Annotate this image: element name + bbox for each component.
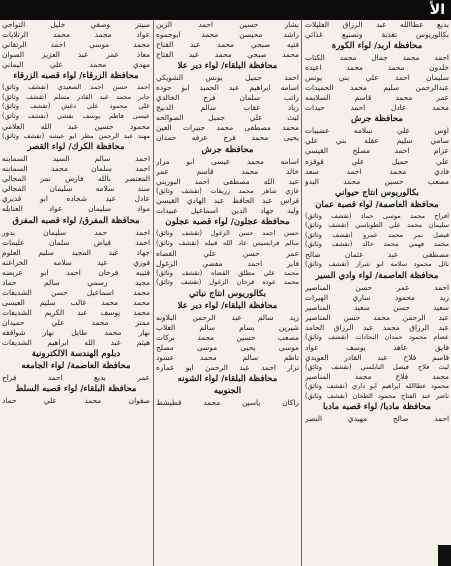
name-entry: محمد موسى احمد الرتقاني [2, 40, 150, 50]
name-entry: ممتز محمد علي حميدان [2, 317, 150, 327]
name-entry: محمد فلاح محمد المناصير [305, 372, 449, 382]
name-entry: عبد الرزاق محمد عبد الرزاق الحامد [305, 322, 449, 332]
name-entry: عبد الله مصطفى احمد البوريني [156, 176, 299, 186]
name-entry: مهدي محمد علي اليماني [2, 60, 150, 70]
name-entry: عبدالرحمن سليم محمد الحميدات [305, 83, 449, 93]
name-entry: محمد صبحي محمد عبد الفتاح [156, 50, 299, 60]
name-entry: اسامه ابراهيم عبد الحميد ابو جوده [156, 83, 299, 93]
name-entry: عصام محمود حمدان النجادات (تقشف وثائق) [305, 332, 449, 341]
name-entry: مصعب حسين محمد بركات [156, 332, 299, 342]
name-entry: محمد علي مطلق القضاه (تقشف وثائق) [156, 268, 299, 277]
section-heading: محافظة المفرق/ لواء قصبه المفرق [12, 215, 140, 226]
section-heading: محافظة العاصمة/ لواء وادي السير [315, 270, 439, 281]
column-right [303, 20, 451, 566]
name-entry: زيد سالم عبد الرحمن البلاونه [156, 312, 299, 322]
section-heading: دبلوم الهندسة الالكترونية [31, 349, 121, 360]
name-entry: عواد محمد محمد الرتلايات [2, 30, 150, 40]
name-entry: اسامه محمد عيسى ابو مرار [156, 156, 299, 166]
name-entry: مهند عبد الرحمن مطر ابو عيشه (تقشف وثائق) [2, 131, 150, 140]
name-entry: شيرين بسام سالم الغلاب [156, 322, 299, 332]
name-entry: خالد محمد قاسم عمر [156, 166, 299, 176]
name-entry: فايز احمد مفضي الزغول [156, 258, 299, 268]
name-entry: علي محمود علي دغش (تقشف وثائق) [2, 102, 150, 111]
name-entry: ناظم سالم محمد عسود [156, 353, 299, 362]
name-entry: سند سلامه سليمان المجالي [2, 184, 150, 194]
name-entry: فادي محمد احمد سعد [305, 166, 449, 176]
name-entry: فايق عاهد يوسف عواد [305, 342, 449, 352]
name-entry: اوس علي سلامه عضيبات [305, 126, 449, 136]
name-entry: مصطفى عبد عثمان صالح [305, 250, 449, 260]
name-entry: نزار احمد عبد الرحمن ابو عماره [156, 363, 299, 373]
section-heading: محافظة الكرك/ لواء القصر [27, 142, 125, 153]
section-heading: محافظة اربد/ لواء الكورة [331, 41, 423, 52]
name-entry: سالم فرانسيس عاد الله قبيله (تقشف وثائق) [156, 238, 299, 247]
name-entry: فتيبه فرحان احمد ابو عريضه [2, 267, 150, 277]
section-heading: الجنوبيه [213, 386, 242, 397]
name-entry: محمد عادل احمد حيدات [305, 103, 449, 113]
name-entry: سعيد حسن سعيد المناصير [305, 302, 449, 312]
name-entry: عمر محمد قاسم السلايمه [305, 93, 449, 103]
name-entry: ليث فلاح فيصل النابلسي (تقشف وثائق) [305, 362, 449, 371]
name-entry: محمود حسين عبد الله العلامي [2, 121, 150, 131]
name-entry: موسى يحيى موسى مصلح [156, 342, 299, 352]
name-entry: مواد سليمان عواد العنايله [2, 204, 150, 214]
name-entry: قاسم فلاح عبد القادر العويدي [305, 352, 449, 362]
name-entry: المعتصر بالله فارس نمر المجالي [2, 174, 150, 184]
name-entry: حسن احمد حسن الزغول (تقشف وثائق) [156, 229, 299, 238]
name-entry: احمد حمد سليمان بدور [2, 227, 150, 237]
name-entry: سليمان محمد علي الطوباسي (تقشف وثائق) [305, 221, 449, 230]
section-heading: محافظة البلقاء/ لواء دير علا [177, 300, 278, 311]
banner-title: الأ [429, 2, 445, 18]
name-entry: خلدون محمد محمد اعيده [305, 63, 449, 73]
name-entry: بشار حسين احمد الزين [156, 20, 299, 29]
name-entry: علي جميل علي قوقزه [305, 156, 449, 166]
section-heading: محافظة البلقاء/ لواء دير علا [177, 61, 278, 72]
section-heading: بكالوريوس انتاج نباتي [189, 288, 266, 299]
name-entry: محمد مصطفى محمد جبيرات العين [156, 123, 299, 133]
section-heading: محافظة عجلون/ لواء قصبه عجلون [165, 217, 290, 228]
name-entry: بديع عطاالله عبد الرزاق الفليلات [305, 20, 449, 29]
name-entry: عزام احمد مصلح القيسي [305, 146, 449, 156]
name-entry: راشد محيسن محمد ابوحموه [156, 30, 299, 40]
name-entry: احمد فياض سلمان عليمات [2, 237, 150, 247]
name-entry: زيد محمود ساري الهيرات [305, 292, 449, 302]
section-heading: محافظة الزرقاء/ لواء قصبه الزرقاء [13, 71, 139, 82]
section-heading: محافظة العاصمة/ لواء الجامعه [21, 361, 131, 372]
name-entry: عيسى فاطم يوسف نقشي (تقشف وثائق) [2, 112, 150, 121]
name-entry: نهار محمد طايل نهار شواقفه [2, 328, 150, 337]
name-entry: بكالوريوس تغذية وتصنيع غذائي [305, 30, 449, 40]
name-entry: عبد الرحمن محمد حسن المناصير [305, 312, 449, 322]
name-entry: عمر حسن علي القضاه [156, 248, 299, 258]
page-edge-shadow [438, 545, 451, 566]
name-entry: معاذ عمر عبد العزيز الصوان [2, 50, 150, 60]
name-entry: راكان ياسين محمد قطيشط [156, 398, 299, 408]
section-heading: محافظة مادبا/ لواء قصبه مادبا [322, 402, 431, 413]
name-entry: سامي سليم عقله بني علي [305, 136, 449, 146]
name-entry: افراح محمد موسى حماد (تقشف وثائق) [305, 211, 449, 220]
name-entry: هيثم عبد الله ابراهيم الشديفات [2, 338, 150, 348]
name-entry: صفوان محمد علي حماد [2, 396, 150, 406]
name-entry: فيصل نمر محمد عمرو (تقشف وثائق) [305, 230, 449, 239]
name-entry: محمد اسماعيل حسن الشديفات [2, 287, 150, 297]
name-entry: جابر محمد عبد القادر مسلم (تقشف وثائق) [2, 92, 150, 101]
name-entry: احمد محمد جمال محمد الكتاب [305, 53, 449, 63]
name-entry: ناصر عبد الفتاح محمود الطحان (تقشف وثائق) [305, 391, 449, 400]
name-entry: فتيه صبحي محمد عبد الفتاح [156, 40, 299, 50]
section-heading: بكالوريوس انتاج حيواني [334, 187, 420, 198]
name-entry: وليد جهاد الدين اسماعيل عبيدات [156, 206, 299, 216]
name-entry: راتب سلمان فرج الخالدي [156, 93, 299, 103]
name-entry: احمد حسن احمد الصعيدي (تقشف وثائق) [2, 83, 150, 92]
name-entry: مصعب حسين محمد البدو [305, 176, 449, 186]
name-entry: محمد يوسف عبد الكريم الشديفات [2, 307, 150, 317]
name-entry: محمد محمد غالب سليم العيسى [2, 297, 150, 307]
name-entry: فوزي عيد سلامه الخزاعنه [2, 257, 150, 267]
name-entry: غازي شاهر محمد زريقات (تقشف وثائق) [156, 186, 299, 195]
name-entry: محمد عوده فرحان الزغول (تقشف وثائق) [156, 278, 299, 287]
name-entry: محمد فهمي محمد خالد (تقشف وثائق) [305, 240, 449, 249]
name-entry: زياد عقاب سالم الدبيج [156, 103, 299, 113]
name-list-columns [0, 20, 451, 566]
name-entry: نائل محمود سلامه ابو شرار (تقشف وثائق) [305, 260, 449, 269]
name-entry: سيتر وصفي خليل التواجي [2, 20, 150, 29]
section-heading: محافظة البلقاء/ لواء قصبه السلط [15, 384, 137, 395]
name-entry: احمد جميل يونس الشويكي [156, 73, 299, 83]
section-heading: محافظة البلقاء/ لواء الشونه [177, 374, 278, 385]
column-middle [153, 20, 302, 566]
name-entry: احمد سالم السيد السمابنه [2, 154, 150, 164]
name-entry: فراس عبد الحافظ عبد الهادي القيسي [156, 196, 299, 206]
section-heading: محافظة العاصمة/ لواء قصبة عمان [315, 199, 439, 210]
name-entry: عادل عيد شحاده ابو قديري [2, 194, 150, 204]
column-left [0, 20, 152, 566]
name-entry: ليث علي جميل الصوالحه [156, 113, 299, 123]
name-entry: احمد عمر حسن المناصير [305, 282, 449, 292]
name-entry: مجيد رسمي سالم حماد [2, 277, 150, 287]
name-entry: عمر بديع احمد فراج [2, 373, 150, 383]
page-banner [0, 0, 451, 20]
name-entry: جهاد عبد المجيد سليم العلوم [2, 247, 150, 257]
name-entry: سليمان احمد علي بني يونس [305, 73, 449, 83]
name-entry: يحيى محمد فرج عرفه حمدان [156, 133, 299, 143]
name-entry: محمود عطاالله ابراهيم ابو داري (تقشف وثائق) [305, 382, 449, 391]
section-heading: محافظة جرش [350, 114, 404, 125]
section-heading: محافظة جرش [201, 144, 254, 155]
name-entry: احمد سلمان محمد السمابنه [2, 164, 150, 174]
name-entry: احمد صالح مهيدي النصر [305, 414, 449, 424]
